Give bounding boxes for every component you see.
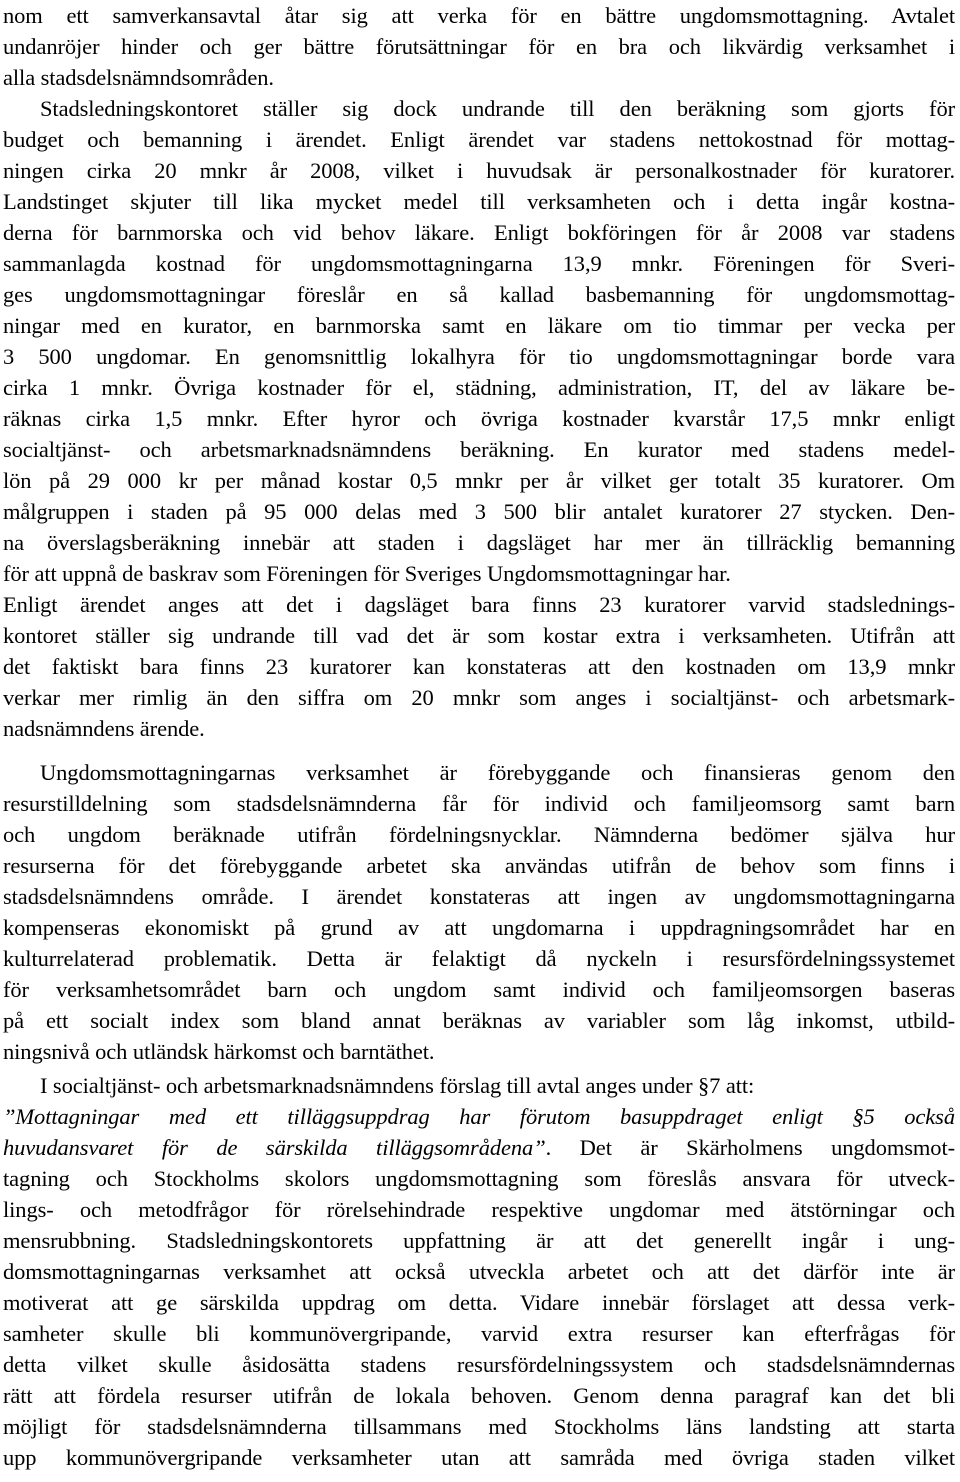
text-line: på ett socialt index som bland annat beräknas av variabler som låg inkomst, utbild- (3, 1008, 955, 1033)
text-line: detta vilket skulle åsidosätta stadens resursfördelningssystem och stadsdelsnämndernas (3, 1352, 955, 1377)
text-line: alla stadsdelsnämndsområden. (3, 65, 274, 90)
text-line: stadsdelsnämndens område. I ärendet konstateras att ingen av ungdomsmottagningarna (3, 884, 955, 909)
text-line: för verksamhetsområdet barn och ungdom samt individ och familjeomsorgen baseras (3, 977, 955, 1002)
text-line: räknas cirka 1,5 mnkr. Efter hyror och övriga kostnader kvarstår 17,5 mnkr enligt (3, 406, 955, 431)
text-line: ges ungdomsmottagningar föreslår en så kallad basbemanning för ungdomsmottag- (3, 282, 955, 307)
text-line: lön på 29 000 kr per månad kostar 0,5 mnkr per år vilket ger totalt 35 kuratorer. Om (3, 468, 955, 493)
text-line: budget och bemanning i ärendet. Enligt ärendet var stadens nettokostnad för mottag- (3, 127, 955, 152)
text-line: tagning och Stockholms skolors ungdomsmottagning som föreslås ansvara för utveck- (3, 1166, 955, 1191)
text-line: lings- och metodfrågor för rörelsehindrade respektive ungdomar med ätstörningar och (3, 1197, 955, 1222)
text-line: Enligt ärendet anges att det i dagsläget bara finns 23 kuratorer varvid stadslednings- (3, 592, 955, 617)
text-line: målgruppen i staden på 95 000 delas med 3 500 blir antalet kuratorer 27 stycken. Den- (3, 499, 955, 524)
text-line: ningen cirka 20 mnkr år 2008, vilket i huvudsak är personalkostnader för kuratorer. (3, 158, 955, 183)
text-line: undanröjer hinder och ger bättre förutsättningar för en bra och likvärdig verksamhet i (3, 34, 955, 59)
text-line: verkar mer rimlig än den siffra om 20 mnkr som anges i socialtjänst- och arbetsmark- (3, 685, 955, 710)
text-line: domsmottagningarnas verksamhet att också utveckla arbetet och att det därför inte är (3, 1259, 955, 1284)
text-line: för att uppnå de baskrav som Föreningen för Sveriges Ungdomsmottagningar har. (3, 561, 731, 586)
text-line: ningar med en kurator, en barnmorska samt en läkare om tio timmar per vecka per (3, 313, 955, 338)
text-line: möjligt för stadsdelsnämnderna tillsammans med Stockholms läns landsting att starta (3, 1414, 955, 1439)
text-line: det faktiskt bara finns 23 kuratorer kan konstateras att den kostnaden om 13,9 mnkr (3, 654, 955, 679)
paragraph-start-line: Ungdomsmottagningarnas verksamhet är förebyggande och finansieras genom den (40, 760, 955, 785)
text-line: nom ett samverkansavtal åtar sig att verka för en bättre ungdomsmottagning. Avtalet (3, 3, 955, 28)
text-line: ningsnivå och utländsk härkomst och barntäthet. (3, 1039, 435, 1064)
text-line: kontoret ställer sig undrande till vad det är som kostar extra i verksamheten. Utifrån att (3, 623, 955, 648)
text-line: resurstilldelning som stadsdelsnämnderna får för individ och familjeomsorg samt barn (3, 791, 955, 816)
paragraph-start-line: I socialtjänst- och arbetsmarknadsnämndens förslag till avtal anges under §7 att: (40, 1073, 755, 1098)
text-line: sammanlagda kostnad för ungdomsmottagningarna 13,9 mnkr. Föreningen för Sveri- (3, 251, 955, 276)
text-after-quote: . Det är Skärholmens ungdomsmot- (545, 1135, 955, 1160)
text-line: derna för barnmorska och vid behov läkare. Enligt bokföringen för år 2008 var stadens (3, 220, 955, 245)
text-line: samheter skulle bli kommunövergripande, varvid extra resurser kan efterfrågas för (3, 1321, 955, 1346)
text-line: upp kommunövergripande verksamheter utan att samråda med övriga staden vilket (3, 1445, 955, 1470)
text-line: 3 500 ungdomar. En genomsnittlig lokalhyra för tio ungdomsmottagningar borde vara (3, 344, 955, 369)
text-line: cirka 1 mnkr. Övriga kostnader för el, städning, administration, IT, del av läkare be- (3, 375, 955, 400)
quote-line: ”Mottagningar med ett tilläggsuppdrag har förutom basuppdraget enligt §5 också (3, 1104, 955, 1129)
quote-line-end: huvudansvaret för de särskilda tilläggsområdena” (3, 1135, 546, 1160)
text-line: resurserna för det förebyggande arbetet ska användas utifrån de behov som finns i (3, 853, 955, 878)
text-line: na överslagsberäkning innebär att staden i dagsläget har mer än tillräcklig bemanning (3, 530, 955, 555)
text-line: Landstinget skjuter till lika mycket medel till verksamheten och i detta ingår kostna- (3, 189, 955, 214)
text-line: kulturrelaterad problematik. Detta är felaktigt då nyckeln i resursfördelningssystemet (3, 946, 955, 971)
text-line: och ungdom beräknade utifrån fördelningsnycklar. Nämnderna bedömer själva hur (3, 822, 955, 847)
text-line: nadsnämndens ärende. (3, 716, 205, 741)
text-line: mensrubbning. Stadsledningskontorets uppfattning är att det generellt ingår i ung- (3, 1228, 955, 1253)
text-line (3, 1132, 955, 1163)
text-line: socialtjänst- och arbetsmarknadsnämndens beräkning. En kurator med stadens medel- (3, 437, 955, 462)
text-line: kompenseras ekonomiskt på grund av att ungdomarna i uppdragningsområdet har en (3, 915, 955, 940)
text-line: rätt att fördela resurser utifrån de lokala behoven. Genom denna paragraf kan det bli (3, 1383, 955, 1408)
paragraph-start-line: Stadsledningskontoret ställer sig dock undrande till den beräkning som gjorts för (40, 96, 955, 121)
text-line: motiverat att ge särskilda uppdrag om detta. Vidare innebär förslaget att dessa verk- (3, 1290, 955, 1315)
